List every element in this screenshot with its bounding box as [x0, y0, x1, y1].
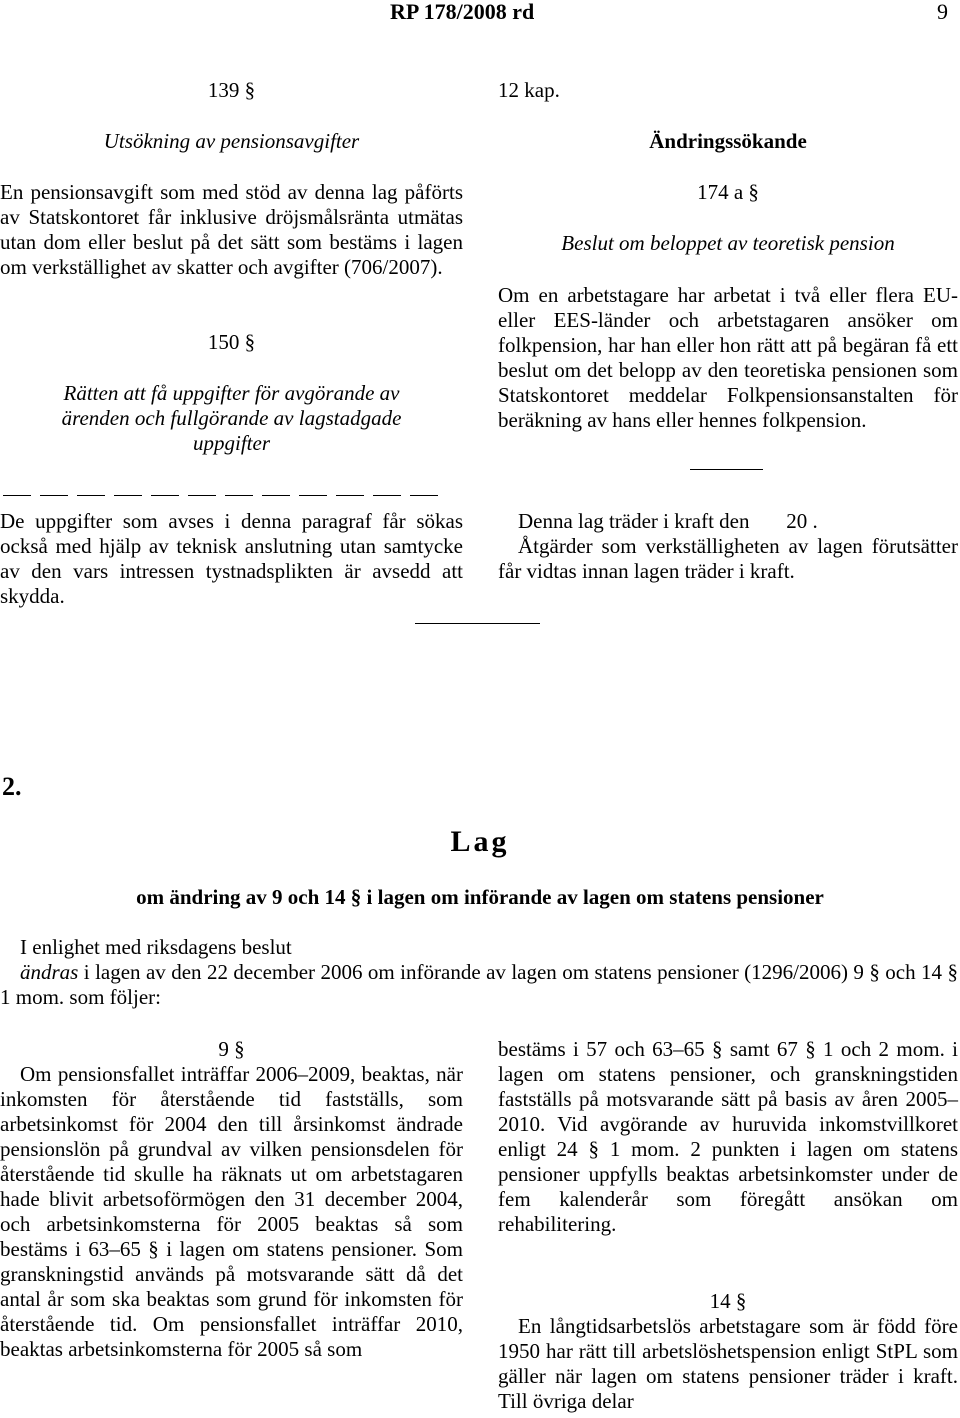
section-14-body: En långtidsarbetslös arbetstagare som är född före 1950 har rätt till arbetslöshetspension enligt StPL som gäller när lagen om statens pensioner träder i kraft. Till övriga delar: [498, 1314, 958, 1413]
entry-into-force: Denna lag träder i kraft den 20 .: [518, 509, 818, 533]
preamble-line-1: I enlighet med riksdagens beslut: [20, 935, 292, 959]
omission-line: [3, 495, 438, 496]
chapter-heading: Ändringssökande: [649, 129, 807, 153]
section-separator: [690, 469, 763, 470]
section-150-body: De uppgifter som avses i denna paragraf får sökas också med hjälp av teknisk anslutning utan samtycke av den vars intressen tystnadsplikten är avsedd att skydda.: [0, 509, 463, 608]
document-title: RP 178/2008 rd: [390, 0, 535, 24]
section-150-label: 150 §: [207, 330, 256, 354]
section-9-continuation: bestäms i 57 och 63–65 § samt 67 § 1 och 2 mom. i lagen om statens pensioner, och granskningstiden fastställs på motsvarande sätt på basis av åren 2005–2010. Vid avgörande av huruvida inkomstvillkoret enligt 24 § 1 mom. 2 punkten i lagen om statens pensioner uppfylls beaktas arbetsinkomster under de fem kalenderår som föregått ansökan om rehabilitering.: [498, 1037, 958, 1236]
section-139-label: 139 §: [207, 78, 256, 102]
section-174a-label: 174 a §: [697, 180, 759, 204]
section-9-label: 9 §: [218, 1037, 245, 1061]
law-number: 2.: [2, 772, 22, 801]
section-14-label: 14 §: [709, 1289, 747, 1313]
section-9-body: Om pensionsfallet inträffar 2006–2009, beaktas, när inkomsten för återstående tid fastställs, som arbetsinkomst för 2004 den till årsinkomst ändrade pensionslön på grundval av vilken pensionsdelen för återstående tid skulle ha räknats ut om arbetstagaren hade blivit arbetsoförmögen den 31 december 2004, och arbetsinkomsterna för 2005 beaktas så som bestäms i 63–65 § i lagen om statens pensioner. Som granskningstid används på motsvarande sätt då det antal år som ska beaktas som grund för inkomsten för återstående tid. Om pensionsfallet inträffar 2010, beaktas arbetsinkomsterna för 2005 så som: [0, 1062, 463, 1361]
chapter-label: 12 kap.: [498, 78, 560, 102]
section-139-body: En pensionsavgift som med stöd av denna lag påförts av Statskontoret får inklusive dröjsmålsränta utmätas utan dom eller beslut på det sätt som bestäms i lagen om verkställighet av skatter och avgifter (706/2007).: [0, 180, 463, 279]
section-174a-heading: Beslut om beloppet av teoretisk pension: [561, 231, 895, 255]
section-150-heading: Rätten att få uppgifter för avgörande av ärenden och fullgörande av lagstadgade uppgifter: [61, 381, 402, 455]
section-139-heading: Utsökning av pensionsavgifter: [103, 129, 360, 153]
law-end-rule: [415, 623, 540, 624]
section-174a-body: Om en arbetstagare har arbetat i två eller flera EU- eller EES-länder och arbetstagaren ansöker om folkpension, har han eller hon rätt att på begäran få ett beslut om det belopp av den teoretiska pensionen som Statskontoret meddelar Folkpensionsanstalten för beräkning av hans eller hennes folkpension.: [498, 283, 958, 432]
preamble-amendment: [0, 960, 958, 1010]
law-subtitle: om ändring av 9 och 14 § i lagen om införande av lagen om statens pensioner: [136, 885, 824, 909]
page-number: 9: [937, 0, 948, 24]
preamble-rest: i lagen av den 22 december 2006 om införande av lagen om statens pensioner (1296/2006) 9 § och 14 § 1 mom. som följer:: [0, 960, 958, 1009]
measures-paragraph: Åtgärder som verkställigheten av lagen förutsätter får vidtas innan lagen träder i kraft.: [498, 534, 958, 583]
preamble-amend-word: ändras: [20, 960, 79, 984]
law-title: Lag: [450, 825, 510, 858]
